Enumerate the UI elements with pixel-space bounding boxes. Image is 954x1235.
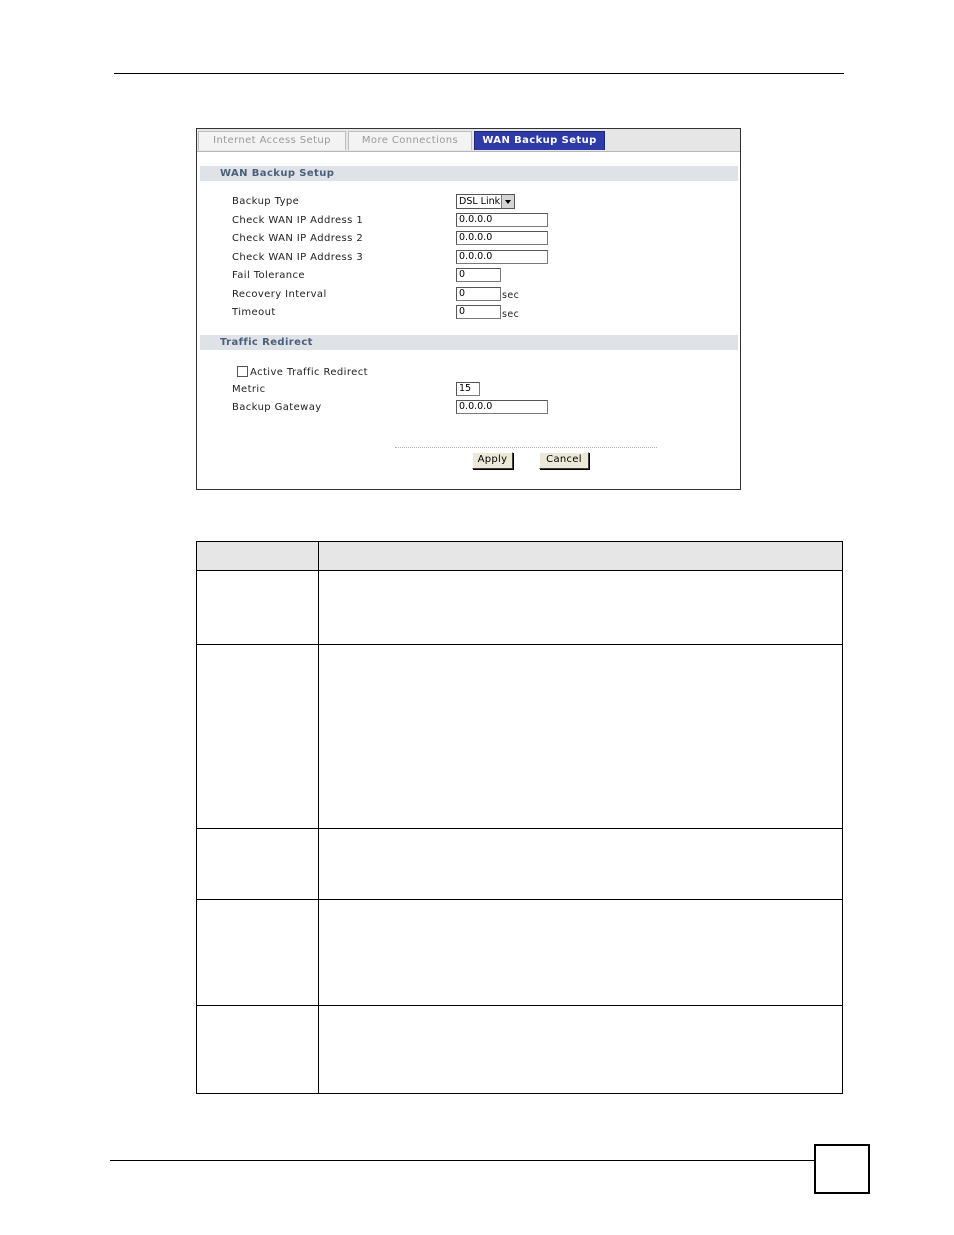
recovery-interval-unit: sec — [502, 290, 520, 301]
recovery-interval-label: Recovery Interval — [232, 289, 327, 300]
table-column-divider — [318, 542, 319, 1093]
check-wan-ip-1-input[interactable]: 0.0.0.0 — [456, 213, 548, 227]
metric-label: Metric — [232, 384, 266, 395]
check-wan-ip-1-label: Check WAN IP Address 1 — [232, 215, 364, 226]
timeout-label: Timeout — [232, 307, 276, 318]
tab-bar — [197, 129, 740, 152]
backup-type-value: DSL Link — [459, 196, 501, 207]
backup-gateway-input[interactable]: 0.0.0.0 — [456, 400, 548, 414]
table-header-row — [197, 542, 842, 571]
divider — [395, 447, 657, 448]
active-traffic-redirect-checkbox[interactable] — [237, 366, 248, 377]
metric-input[interactable]: 15 — [456, 382, 480, 396]
traffic-redirect-section-title: Traffic Redirect — [200, 335, 738, 350]
field-description-table — [196, 541, 843, 1094]
table-row-divider — [197, 644, 842, 645]
table-row-divider — [197, 899, 842, 900]
cancel-button[interactable]: Cancel — [539, 452, 589, 469]
footer-rule — [110, 1160, 814, 1161]
timeout-input[interactable]: 0 — [456, 305, 501, 319]
page-number-box — [814, 1144, 870, 1194]
backup-type-label: Backup Type — [232, 196, 300, 207]
tab-more-connections[interactable]: More Connections — [348, 131, 472, 150]
header-rule — [114, 73, 844, 74]
apply-button[interactable]: Apply — [472, 452, 513, 469]
timeout-unit: sec — [502, 309, 520, 320]
recovery-interval-input[interactable]: 0 — [456, 287, 501, 301]
fail-tolerance-label: Fail Tolerance — [232, 270, 305, 281]
wan-backup-section-title: WAN Backup Setup — [200, 166, 738, 181]
active-traffic-redirect-label: Active Traffic Redirect — [250, 367, 368, 378]
table-row-divider — [197, 1005, 842, 1006]
backup-gateway-label: Backup Gateway — [232, 402, 322, 413]
tab-wan-backup-setup[interactable]: WAN Backup Setup — [474, 131, 605, 150]
wan-backup-screenshot — [196, 128, 741, 490]
table-row-divider — [197, 828, 842, 829]
fail-tolerance-input[interactable]: 0 — [456, 268, 501, 282]
chevron-down-icon[interactable] — [501, 195, 514, 208]
check-wan-ip-2-input[interactable]: 0.0.0.0 — [456, 231, 548, 245]
check-wan-ip-2-label: Check WAN IP Address 2 — [232, 233, 364, 244]
backup-type-select[interactable] — [456, 194, 515, 209]
tab-internet-access-setup[interactable]: Internet Access Setup — [198, 131, 346, 150]
check-wan-ip-3-input[interactable]: 0.0.0.0 — [456, 250, 548, 264]
check-wan-ip-3-label: Check WAN IP Address 3 — [232, 252, 364, 263]
